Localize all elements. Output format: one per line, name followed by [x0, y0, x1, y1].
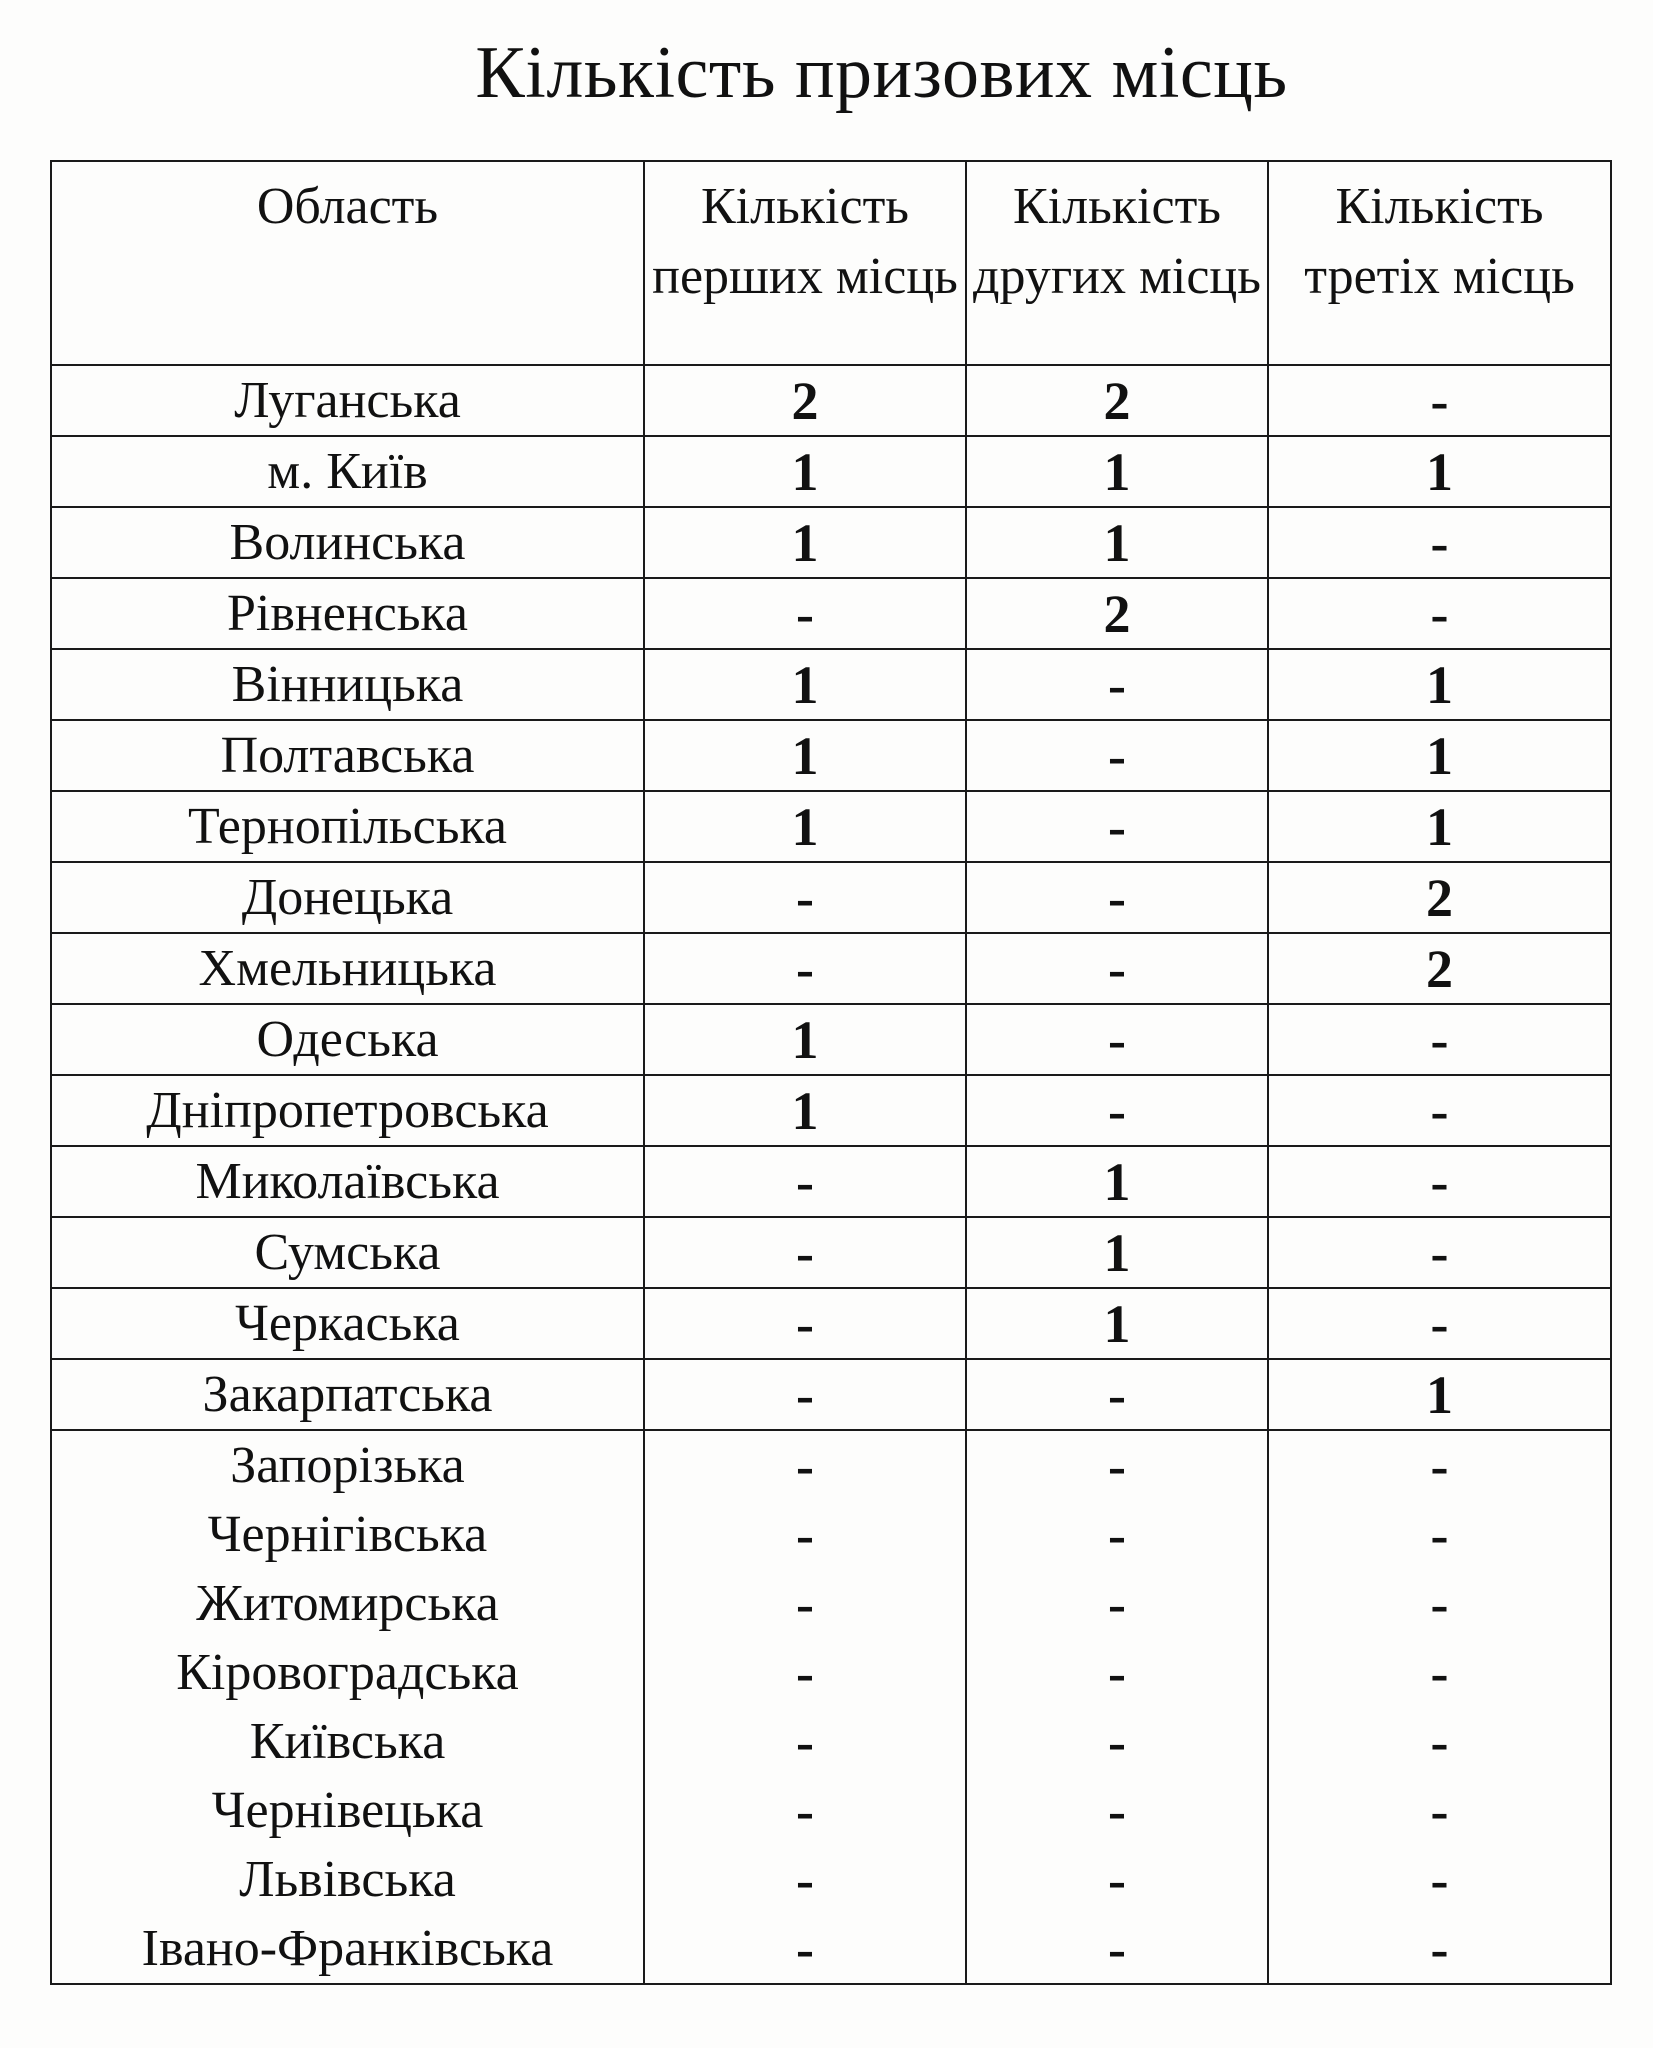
region-cell: Чернігівська	[51, 1500, 644, 1569]
second-places-cell: -	[966, 1075, 1268, 1146]
table-header-row	[51, 161, 1611, 365]
first-places-cell: -	[644, 862, 966, 933]
first-places-cell: -	[644, 1569, 966, 1638]
table-row	[51, 720, 1611, 791]
region-cell: Черкаська	[51, 1288, 644, 1359]
region-cell: Луганська	[51, 365, 644, 436]
table-row	[51, 1288, 1611, 1359]
second-places-cell: -	[966, 1004, 1268, 1075]
third-places-cell: -	[1268, 1004, 1611, 1075]
first-places-cell: 1	[644, 791, 966, 862]
header-region: Область	[51, 161, 644, 365]
header-third-places: Кількість третіх місць	[1268, 161, 1611, 365]
third-places-cell: -	[1268, 507, 1611, 578]
region-cell: Львівська	[51, 1845, 644, 1914]
region-cell: Тернопільська	[51, 791, 644, 862]
second-places-cell: 2	[966, 365, 1268, 436]
region-cell: Кіровоградська	[51, 1638, 644, 1707]
table-row	[51, 1776, 1611, 1845]
table-row	[51, 1075, 1611, 1146]
region-cell: Волинська	[51, 507, 644, 578]
second-places-cell: -	[966, 720, 1268, 791]
third-places-cell: 1	[1268, 1359, 1611, 1430]
region-cell: Сумська	[51, 1217, 644, 1288]
table-row	[51, 1430, 1611, 1500]
region-cell: Закарпатська	[51, 1359, 644, 1430]
second-places-cell: 1	[966, 436, 1268, 507]
first-places-cell: 1	[644, 507, 966, 578]
first-places-cell: 1	[644, 1075, 966, 1146]
second-places-cell: -	[966, 1638, 1268, 1707]
third-places-cell: 1	[1268, 436, 1611, 507]
first-places-cell: 1	[644, 720, 966, 791]
table-row	[51, 1146, 1611, 1217]
table-body	[51, 365, 1611, 1984]
third-places-cell: -	[1268, 1075, 1611, 1146]
first-places-cell: -	[644, 1500, 966, 1569]
header-first-places: Кількість перших місць	[644, 161, 966, 365]
region-cell: Донецька	[51, 862, 644, 933]
third-places-cell: -	[1268, 1638, 1611, 1707]
table-row	[51, 862, 1611, 933]
region-cell: Київська	[51, 1707, 644, 1776]
third-places-cell: -	[1268, 578, 1611, 649]
table-row	[51, 1004, 1611, 1075]
second-places-cell: -	[966, 1569, 1268, 1638]
third-places-cell: -	[1268, 1776, 1611, 1845]
second-places-cell: -	[966, 1914, 1268, 1984]
table-row	[51, 507, 1611, 578]
third-places-cell: -	[1268, 1707, 1611, 1776]
third-places-cell: 2	[1268, 933, 1611, 1004]
table-row	[51, 1569, 1611, 1638]
region-cell: Хмельницька	[51, 933, 644, 1004]
table-row	[51, 933, 1611, 1004]
second-places-cell: -	[966, 1359, 1268, 1430]
third-places-cell: -	[1268, 1500, 1611, 1569]
second-places-cell: -	[966, 862, 1268, 933]
first-places-cell: -	[644, 1217, 966, 1288]
third-places-cell: 1	[1268, 791, 1611, 862]
second-places-cell: 1	[966, 1288, 1268, 1359]
table-row	[51, 649, 1611, 720]
table-row	[51, 1845, 1611, 1914]
first-places-cell: -	[644, 1914, 966, 1984]
second-places-cell: -	[966, 933, 1268, 1004]
header-second-places: Кількість других місць	[966, 161, 1268, 365]
first-places-cell: 1	[644, 649, 966, 720]
first-places-cell: -	[644, 933, 966, 1004]
first-places-cell: -	[644, 1638, 966, 1707]
third-places-cell: 1	[1268, 649, 1611, 720]
table-row	[51, 365, 1611, 436]
second-places-cell: -	[966, 1430, 1268, 1500]
table-row	[51, 1914, 1611, 1984]
first-places-cell: 2	[644, 365, 966, 436]
region-cell: Житомирська	[51, 1569, 644, 1638]
first-places-cell: -	[644, 1845, 966, 1914]
third-places-cell: -	[1268, 365, 1611, 436]
first-places-cell: 1	[644, 1004, 966, 1075]
first-places-cell: -	[644, 578, 966, 649]
region-cell: Одеська	[51, 1004, 644, 1075]
table-row	[51, 578, 1611, 649]
region-cell: Вінницька	[51, 649, 644, 720]
second-places-cell: 1	[966, 507, 1268, 578]
region-cell: Івано-Франківська	[51, 1914, 644, 1984]
third-places-cell: -	[1268, 1845, 1611, 1914]
region-cell: Миколаївська	[51, 1146, 644, 1217]
third-places-cell: 2	[1268, 862, 1611, 933]
first-places-cell: -	[644, 1707, 966, 1776]
second-places-cell: 1	[966, 1217, 1268, 1288]
first-places-cell: -	[644, 1776, 966, 1845]
first-places-cell: 1	[644, 436, 966, 507]
prize-places-table	[50, 160, 1612, 1985]
region-cell: м. Київ	[51, 436, 644, 507]
table-row	[51, 1638, 1611, 1707]
third-places-cell: -	[1268, 1217, 1611, 1288]
first-places-cell: -	[644, 1146, 966, 1217]
third-places-cell: -	[1268, 1430, 1611, 1500]
table-row	[51, 1707, 1611, 1776]
third-places-cell: 1	[1268, 720, 1611, 791]
table-row	[51, 791, 1611, 862]
region-cell: Дніпропетровська	[51, 1075, 644, 1146]
table-row	[51, 1500, 1611, 1569]
region-cell: Рівненська	[51, 578, 644, 649]
second-places-cell: 2	[966, 578, 1268, 649]
region-cell: Запорізька	[51, 1430, 644, 1500]
second-places-cell: -	[966, 649, 1268, 720]
second-places-cell: -	[966, 791, 1268, 862]
third-places-cell: -	[1268, 1569, 1611, 1638]
table-row	[51, 436, 1611, 507]
first-places-cell: -	[644, 1359, 966, 1430]
page-title: Кількість призових місць	[475, 32, 1288, 114]
table-row	[51, 1217, 1611, 1288]
region-cell: Чернівецька	[51, 1776, 644, 1845]
first-places-cell: -	[644, 1288, 966, 1359]
first-places-cell: -	[644, 1430, 966, 1500]
third-places-cell: -	[1268, 1914, 1611, 1984]
second-places-cell: -	[966, 1707, 1268, 1776]
second-places-cell: -	[966, 1845, 1268, 1914]
second-places-cell: -	[966, 1776, 1268, 1845]
second-places-cell: 1	[966, 1146, 1268, 1217]
region-cell: Полтавська	[51, 720, 644, 791]
third-places-cell: -	[1268, 1146, 1611, 1217]
table-row	[51, 1359, 1611, 1430]
third-places-cell: -	[1268, 1288, 1611, 1359]
second-places-cell: -	[966, 1500, 1268, 1569]
